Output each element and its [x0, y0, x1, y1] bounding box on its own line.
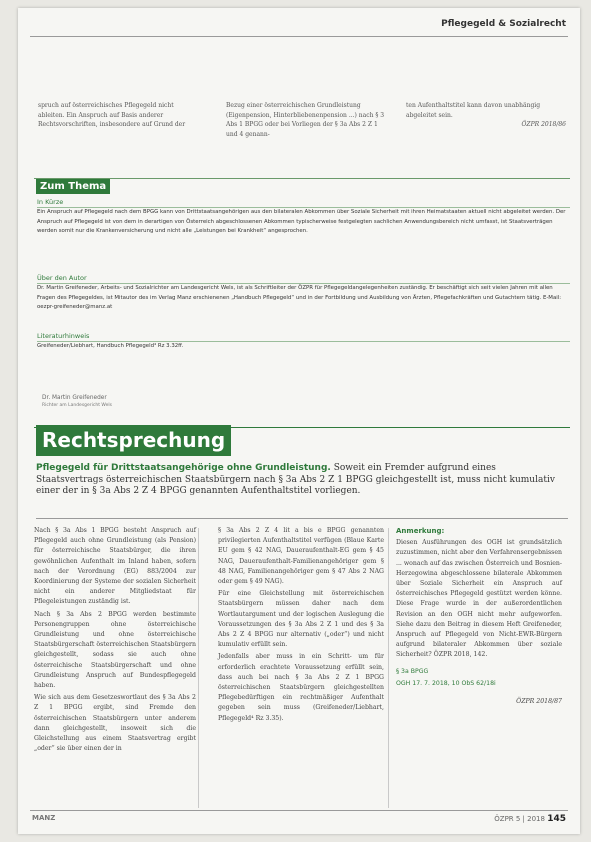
lead-rest: Soweit ein Fremder aufgrund eines Staatsvertrags österreichischen Staatsbürgern nach § 3a Abs 2 Z 1 BPGG gleichgestellt ist, muss nicht kumulativ einer der in § 3a Abs 2 Z 4 BPGG genannten Aufenthaltstitel vorliegen.: [36, 463, 555, 496]
author-role: Richter am Landesgericht Wels: [42, 403, 112, 408]
header-divider: [30, 36, 568, 37]
in-kuerze-text: Ein Anspruch auf Pflegegeld nach dem BPGG kann von Drittstaatsangehörigen aus den bilateralen Abkommen über Soziale Sicherheit mit ihren Heimatstaaten aktuell nicht abgeleitet werden. Der Anspruch auf Pflegegeld ist von dem in derartigen von Österreich abgeschlossenen Abkommen typischerweise festgelegten sachlichen Anwendungsbereich nicht umfasst, ist Staatsverträgen werden somit nur die Krankenversicherung und nicht alle „Leistungen bei Krankheit“ angesprochen.: [37, 209, 566, 235]
top-col-1: spruch auf österreichisches Pflegegeld nicht ableiten. Ein Anspruch auf Basis anderer Rechtsvorschriften, insbesondere auf Grund der: [38, 102, 186, 128]
autor-text: Dr. Martin Greifeneder, Arbeits- und Sozialrichter am Landesgericht Wels, ist als Schriftleiter der ÖZPR für Pflegegeldangelegenheiten zuständig. Er beschäftigt sich seit vielen Jahren mit allen Fragen des Pflegegeldes, ist Mitautor des im Verlag Manz erschienenen „Handbuch Pflegegeld“ und in der Fortbildung und Ausbildung von Ärzten, Pflegefachkräften und Gutachtern tätig. E-Mail: oezpr-greifeneder@manz.at: [37, 285, 562, 311]
col2-para-1: § 3a Abs 2 Z 4 lit a bis e BPGG genannten privilegierten Aufenthaltstitel verfügen (Blaue Karte EU gem § 42 NAG, Daueraufenthalt-EG gem § 45 NAG, Daueraufenthalt-Familienangehöriger gem § 48 NAG, Familienangehöriger gem § 47 Abs 2 NAG oder gem § 49 NAG).: [218, 527, 384, 586]
col1-para-3: Wie sich aus dem Gesetzeswortlaut des § 3a Abs 2 Z 1 BPGG ergibt, sind Fremde den österreichischen Staatsbürgern unter anderem dann gleichgestellt, insoweit sich die Gleichstellung aus einem Staatsvertrag ergibt „oder“ sie über einen der in: [34, 694, 196, 753]
col2-para-2: Für eine Gleichstellung mit österreichischen Staatsbürgern müssen daher nach dem Wortlautargument und der logischen Auslegung die Voraussetzungen des § 3a Abs 2 Z 1 und des § 3a Abs 2 Z 4 BPGG nur alternativ („oder“) und nicht kumulativ erfüllt sein.: [218, 590, 384, 649]
footer-issue-page: [494, 814, 566, 824]
anmerkung-text: Diesen Ausführungen des OGH ist grundsätzlich zuzustimmen, nicht aber den Verfahrensergebnissen ... wonach auf das zwischen Österreich und Bosnien-Herzegowina abgeschlossene bilaterale Abkommen über Soziale Sicherheit ein Anspruch auf österreichisches Pflegegeld gestützt werden könne. Diese Frage wurde in der außerordentlichen Revision an den OGH nicht mehr aufgeworfen. Siehe dazu den Beitrag in diesem Heft Greifeneder, Anspruch auf Pflegegeld von Nicht-EWR-Bürgern aufgrund bilateraler Abkommen über soziale Sicherheit? ÖZPR 2018, 142.: [396, 539, 562, 659]
lead-paragraph: [36, 463, 562, 498]
source-ref: ÖZPR 2018/87: [516, 698, 562, 706]
body-col-1: [34, 526, 196, 756]
zum-thema-rule: [34, 178, 570, 179]
footer-divider: [30, 810, 568, 811]
rechtsprechung-heading: Rechtsprechung: [36, 425, 231, 456]
footer-issue: ÖZPR 5 | 2018: [494, 815, 545, 823]
cite-law: § 3a BPGG: [396, 667, 429, 675]
literatur-label: Literaturhinweis: [37, 332, 90, 340]
body-col-2: [218, 526, 384, 726]
col1-para-1: Nach § 3a Abs 1 BPGG besteht Anspruch auf Pflegegeld auch ohne Grundleistung (als Pension) für österreichische Staatsbürger, die ihren gewöhnlichen Aufenthalt im Inland haben, sofern nach der Verordnung (EG) 883/2004 zur Koordinierung der Systeme der sozialen Sicherheit nicht ein anderer Mitgliedstaat für Pflegeleistungen zuständig ist.: [34, 527, 196, 606]
column-divider-2: [388, 528, 389, 808]
document-page: [18, 8, 580, 834]
literatur-text: Greifeneder/Liebhart, Handbuch Pflegegeld⁴ Rz 3.32ff.: [37, 343, 184, 349]
anmerkung-heading: Anmerkung:: [396, 527, 445, 535]
top-col-2: Bezug einer österreichischen Grundleistung (Eigenpension, Hinterbliebenenpension ...) nach § 3 Abs 1 BPGG oder bei Vorliegen der § 3a Abs 2 Z 1 und 4 genann-: [226, 102, 385, 138]
top-col-3-ref: ÖZPR 2018/86: [521, 121, 566, 128]
col2-para-3: Jedenfalls aber muss in ein Schritt- um für erforderlich erachtete Voraussetzung erfüllt sein, dass auch bei nach § 3a Abs 2 Z 1 BPGG österreichischen Staatsbürgern gleichgestellten Pflegebedürftigen ein rechtmäßiger Aufenthalt gegeben sein muss (Greifeneder/Liebhart, Pflegegeld⁴ Rz 3.35).: [218, 653, 384, 722]
zum-thema-heading: Zum Thema: [36, 179, 110, 194]
col1-para-2: Nach § 3a Abs 2 BPGG werden bestimmte Personengruppen ohne österreichische Grundleistung und ohne österreichische Staatsbürgerschaft österreichischen Staatsbürgern gleichgestellt, sodass sie auch ohne österreichische Staatsbürgerschaft und ohne Grundleistung Anspruch auf Bundespflegegeld haben.: [34, 610, 196, 690]
section-header: Pflegegeld & Sozialrecht: [441, 19, 566, 29]
top-col-3-text: ten Aufenthaltstitel kann davon unabhängig abgeleitet sein.: [406, 102, 541, 119]
author-name: Dr. Martin Greifeneder: [42, 395, 107, 401]
autor-label: Über den Autor: [37, 274, 87, 282]
column-divider-1: [198, 528, 199, 808]
page-number: 145: [547, 814, 566, 824]
lead-bold: Pflegegeld für Drittstaatsangehörige ohne Grundleistung.: [36, 463, 331, 473]
lead-divider: [36, 518, 568, 519]
body-col-3: [396, 526, 562, 709]
top-continuation: [30, 101, 570, 151]
in-kuerze-label: In Kürze: [37, 198, 64, 206]
cite-case: OGH 17. 7. 2018, 10 ObS 62/18i: [396, 679, 496, 687]
top-col-3: [406, 101, 566, 130]
publisher-logo: MANZ: [32, 814, 56, 822]
